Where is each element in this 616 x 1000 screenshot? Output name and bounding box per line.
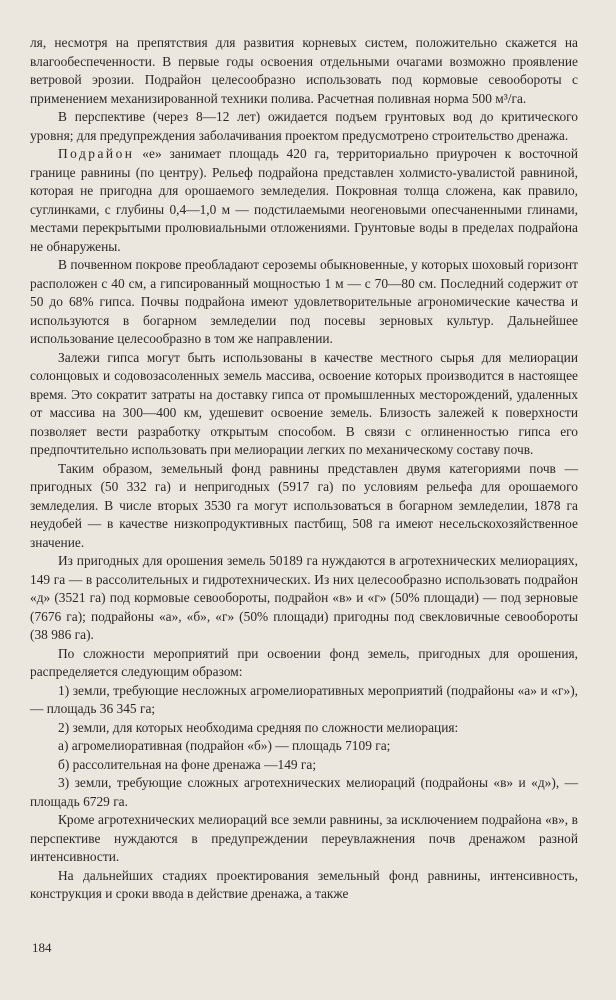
list-item: 1) земли, требующие несложных агромелиоративных мероприятий (подрайоны «а» и «г»), — площадь 36 345 га; (30, 682, 578, 716)
body-text (30, 34, 578, 904)
list-item: 2) земли, для которых необходима средняя по сложности мелиорация: (58, 719, 459, 735)
paragraph: В перспективе (через 8—12 лет) ожидается подъем грунтовых вод до критического уровня; для предупреждения заболачивания проектом предусмотрено строительство дренажа. (30, 109, 578, 143)
sub-list-item: б) рассолительная на фоне дренажа —149 га; (58, 756, 317, 772)
list-item: 3) земли, требующие сложных агротехнических мелиораций (подрайоны «в» и «д»), — площадь 6729 га. (30, 775, 578, 809)
paragraph-body: «е» занимает площадь 420 га, территориально приурочен к восточной границе равнины (по центру). Рельеф подрайона представлен холмисто-увалистой равниной, которая не пригодна для орошаемого земледелия. Покровная толща сложена, как правило, суглинками, с глубины 0,4—1,0 м — подстилаемыми неогеновыми опесчаненными глинами, местами перекрытыми пролювиальными отложениями. Грунтовые воды в пределах подрайона не обнаружены. (30, 146, 578, 254)
paragraph: Залежи гипса могут быть использованы в качестве местного сырья для мелиорации солонцовых и содовозасоленных земель массива, освоение которых производится в настоящее время. Это сократит затраты на доставку гипса от промышленных месторождений, удаленных от массива на 300—400 км, удешевит освоение земель. Близость залежей к поверхности позволяет вести разработку открытым способом. В связи с оглиненностью гипса его предпочтительно использовать при мелиорации легких по механическому составу почв. (30, 349, 578, 457)
paragraph: На дальнейших стадиях проектирования земельный фонд равнины, интенсивность, конструкция и сроки ввода в действие дренажа, а также (30, 867, 578, 901)
page-number: 184 (32, 940, 52, 955)
subdistrict-lead: Подрайон (58, 146, 135, 161)
paragraph: По сложности мероприятий при освоении фонд земель, пригодных для орошения, распределяется следующим образом: (30, 645, 578, 679)
sub-list-item: а) агромелиоративная (подрайон «б») — площадь 7109 га; (58, 738, 391, 753)
paragraph: Кроме агротехнических мелиораций все земли равнины, за исключением подрайона «в», в перспективе нуждаются в предупреждении переувлажнения почв дренажом разной интенсивности. (30, 812, 578, 864)
paragraph: В почвенном покрове преобладают сероземы обыкновенные, у которых шоховый горизонт расположен с 40 см, а гипсированный мощностью 1 м — с 70—80 см. Последний содержит от 50 до 68% гипса. Почвы подрайона имеют удовлетворительные агрономические качества и используются в богарном земледелии под посевы зерновых культур. Дальнейшее использование целесообразно в том же направлении. (30, 257, 578, 346)
paragraph: Таким образом, земельный фонд равнины представлен двумя категориями почв — пригодных (50 332 га) и непригодных (5917 га) по условиям рельефа для орошаемого земледелия. В числе вторых 3530 га могут использоваться в богарном земледелии, 1878 га неудобей — в качестве низкопродуктивных пастбищ, 508 га имеют несельскохозяйственное значение. (30, 460, 578, 550)
paragraph (30, 145, 578, 256)
paragraph: Из пригодных для орошения земель 50189 га нуждаются в агротехнических мелиорациях, 149 га — в рассолительных и гидротехнических. Из них целесообразно использовать подрайон «д» (3521 га) под кормовые севообороты, подрайон «в» и «г» (50% площади) — под зерновые (7676 га); подрайоны «а», «б», «г» (50% площади) пригодны под свекловичные севообороты (38 986 га). (30, 553, 578, 642)
paragraph: ля, несмотря на препятствия для развития корневых систем, положительно скажется на влагообеспеченности. В первые годы освоения отдельными очагами возможно проявление ветровой эрозии. Подрайон целесообразно использовать под кормовые севообороты с применением механизированной техники полива. Расчетная поливная норма 500 м³/га. (30, 35, 578, 106)
